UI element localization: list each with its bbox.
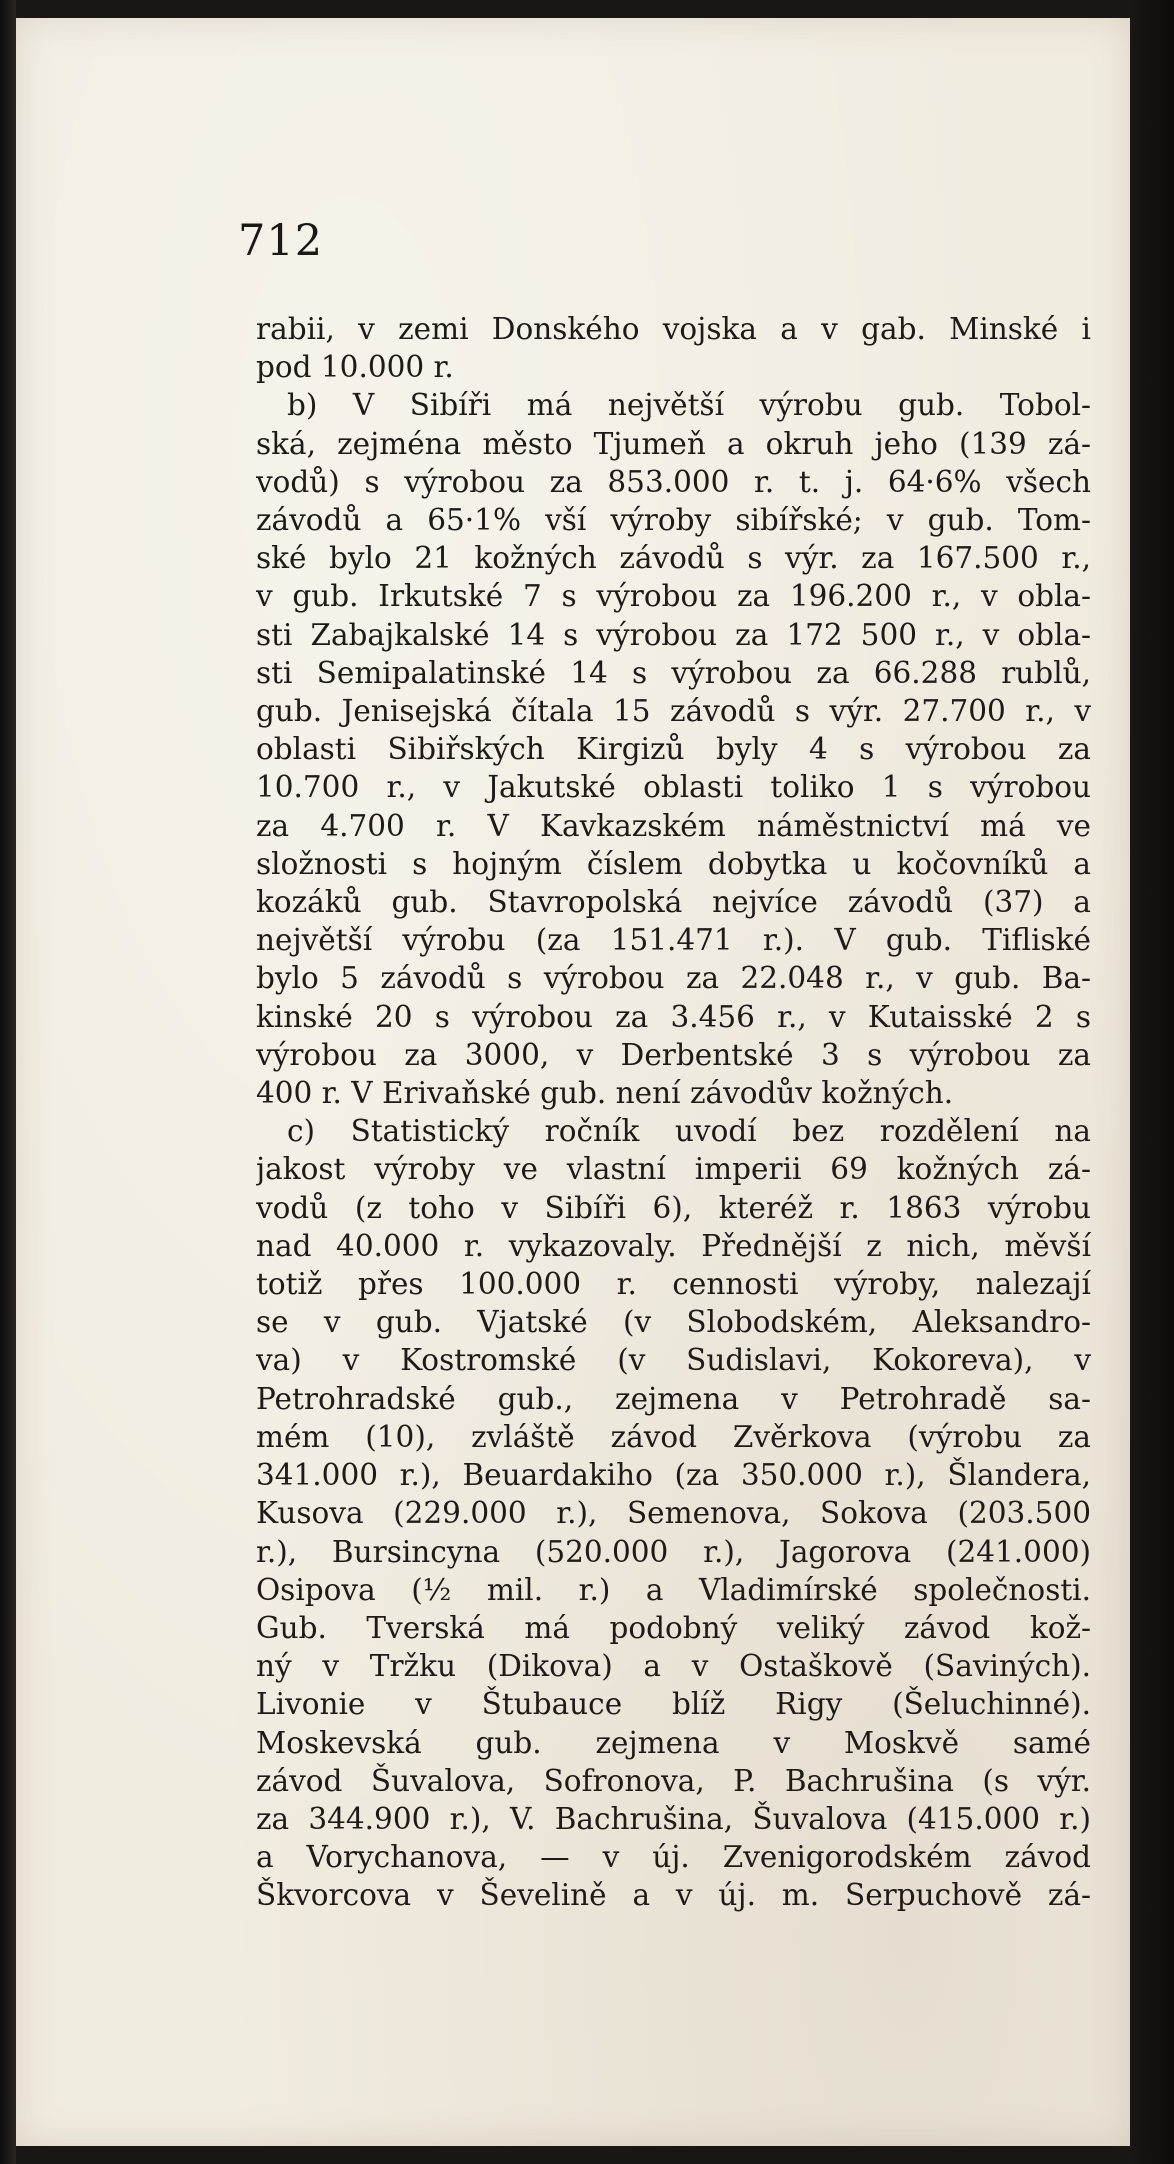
text-line: závod Šuvalova, Sofronova, P. Bachrušina (s výr.: [256, 1763, 1091, 1798]
text-line: oblasti Sibiřských Kirgizů byly 4 s výrobou za: [256, 732, 1091, 767]
text-line: rabii, v zemi Donského vojska a v gab. Minské i: [256, 312, 1091, 346]
text-line: v gub. Irkutské 7 s výrobou za 196.200 r., v obla-: [256, 579, 1091, 614]
text-line: výrobou za 3000, v Derbentské 3 s výrobou za: [256, 1037, 1091, 1072]
text-line: vodů (z toho v Sibíři 6), kteréž r. 1863 výrobu: [256, 1190, 1091, 1225]
text-line: Livonie v Štubauce blíž Rigy (Šeluchinné).: [256, 1687, 1091, 1722]
text-line: mém (10), zvláště závod Zvěrkova (výrobu za: [256, 1419, 1091, 1454]
scan-left-edge: [0, 0, 16, 2164]
text-line: sti Semipalatinské 14 s výrobou za 66.288 rublů,: [256, 655, 1091, 690]
book-page: [16, 18, 1130, 2146]
text-line: jakost výroby ve vlastní imperii 69 kožných zá-: [256, 1152, 1091, 1187]
text-line: Moskevská gub. zejmena v Moskvě samé: [256, 1725, 1091, 1760]
text-line: za 4.700 r. V Kavkazském náměstnictví má ve: [256, 808, 1091, 843]
text-line: pod 10.000 r.: [256, 350, 454, 385]
text-line: závodů a 65·1% vší výroby sibířské; v gub. Tom-: [256, 503, 1091, 538]
text-line: kinské 20 s výrobou za 3.456 r., v Kutaisské 2 s: [256, 999, 1091, 1034]
page-right-shadow: [1130, 0, 1174, 2164]
text-line: totiž přes 100.000 r. cennosti výroby, nalezají: [256, 1267, 1091, 1302]
text-line: složnosti s hojným číslem dobytka u kočovníků a: [256, 846, 1091, 881]
page-number: 712: [238, 216, 324, 266]
text-line: se v gub. Vjatské (v Slobodském, Aleksandro-: [256, 1305, 1091, 1340]
text-line: sti Zabajkalské 14 s výrobou za 172 500 r., v obla-: [256, 617, 1091, 652]
text-line: Škvorcova v Ševelině a v új. m. Serpuchově zá-: [256, 1878, 1091, 1913]
text-line: ný v Tržku (Dikova) a v Ostaškově (Saviných).: [256, 1649, 1091, 1684]
text-line: va) v Kostromské (v Sudislavi, Kokoreva), v: [256, 1343, 1091, 1378]
text-line: ská, zejména město Tjumeň a okruh jeho (139 zá-: [256, 426, 1091, 461]
text-line: ské bylo 21 kožných závodů s výr. za 167.500 r.,: [256, 541, 1091, 576]
body-text: [256, 310, 1091, 1915]
text-line: 400 r. V Erivaňské gub. není závodův kožných.: [256, 1076, 954, 1111]
text-line: gub. Jenisejská čítala 15 závodů s výr. 27.700 r., v: [256, 694, 1091, 729]
text-line: 10.700 r., v Jakutské oblasti toliko 1 s výrobou: [256, 770, 1091, 805]
text-line: Osipova (½ mil. r.) a Vladimírské společnosti.: [256, 1572, 1091, 1607]
text-line: kozáků gub. Stavropolská nejvíce závodů (37) a: [256, 885, 1091, 920]
text-line: nad 40.000 r. vykazovaly. Přednější z nich, měvší: [256, 1228, 1091, 1263]
text-line: za 344.900 r.), V. Bachrušina, Šuvalova (415.000 r.): [256, 1801, 1091, 1836]
text-line: b) V Sibíři má největší výrobu gub. Tobol-: [287, 388, 1091, 423]
text-line: r.), Bursincyna (520.000 r.), Jagorova (241.000): [256, 1534, 1091, 1569]
text-line: největší výrobu (za 151.471 r.). V gub. Tifliské: [256, 923, 1091, 958]
text-line: vodů) s výrobou za 853.000 r. t. j. 64·6% všech: [256, 464, 1091, 499]
text-line: Gub. Tverská má podobný veliký závod kož-: [256, 1610, 1091, 1645]
text-line: bylo 5 závodů s výrobou za 22.048 r., v gub. Ba-: [256, 961, 1091, 996]
text-line: Petrohradské gub., zejmena v Petrohradě sa-: [256, 1381, 1091, 1416]
text-line: 341.000 r.), Beuardakiho (za 350.000 r.), Šlandera,: [256, 1458, 1091, 1493]
text-line: a Vorychanova, — v új. Zvenigorodském závod: [256, 1840, 1091, 1875]
text-line: c) Statistický ročník uvodí bez rozdělení na: [287, 1114, 1091, 1149]
text-line: Kusova (229.000 r.), Semenova, Sokova (203.500: [256, 1496, 1091, 1531]
